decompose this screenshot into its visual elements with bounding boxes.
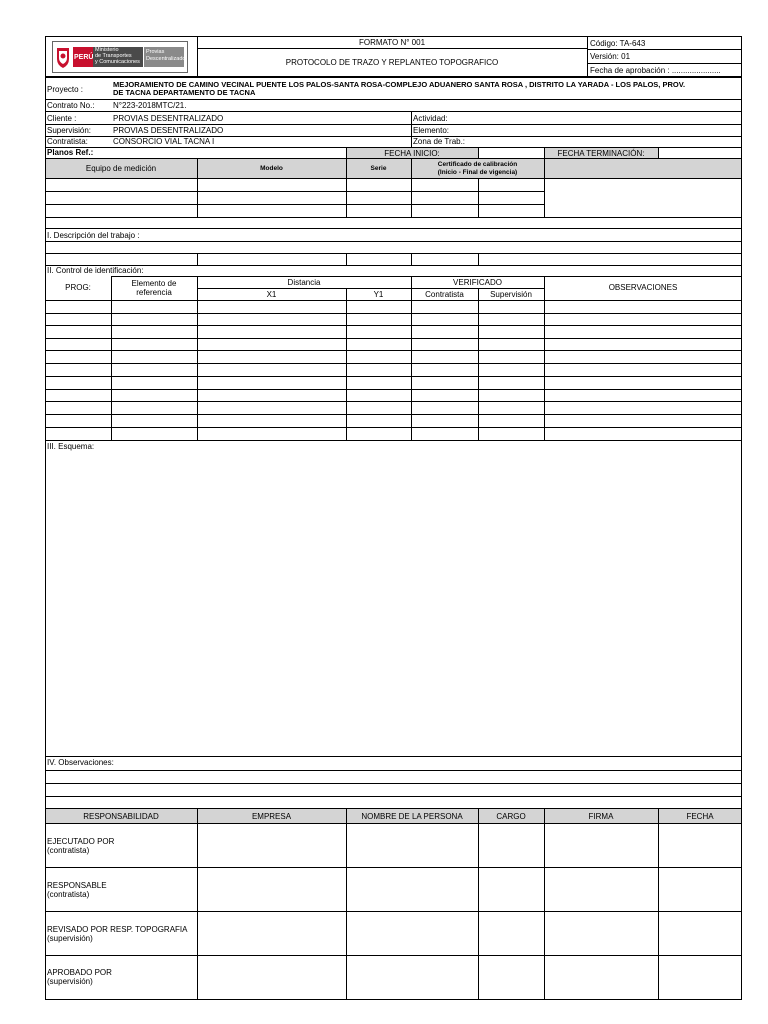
approval-date: Fecha de aprobación : ...................... [590,66,721,75]
observaciones-section-title: IV. Observaciones: [47,758,114,767]
provias-line-2: Descentralizado [146,56,186,62]
modelo-header: Modelo [260,165,283,172]
proyecto-line-2: DE TACNA DEPARTAMENTO DE TACNA [113,88,256,97]
proyecto-line-1: MEJORAMIENTO DE CAMINO VECINAL PUENTE LOS PALOS-SANTA ROSA-COMPLEJO ADUANERO SANTA ROSA , DISTRITO LA YARADA - LOS PALOS, PROV. [113,80,686,89]
actividad-label: Actividad: [413,114,448,123]
contratista-label: Contratista: [47,137,88,146]
esquema-area[interactable] [46,452,741,756]
cert-header-line-1: Certificado de calibración [437,161,518,168]
ministry-logo [52,41,188,73]
fecha-inicio-label: FECHA INICIO: [384,149,440,158]
elemento-label: Elemento: [413,126,450,135]
observaciones-header: OBSERVACIONES [608,283,678,292]
sig-header-fecha: FECHA [686,812,714,821]
x1-header: X1 [266,290,277,299]
sig-row-ejecutado-line-1: EJECUTADO POR [47,837,115,846]
y1-header: Y1 [373,290,384,299]
sig-row-revisado-line-2: (supervisión) [47,934,93,943]
ministry-line-3: y Comunicaciones [95,59,140,65]
cert-header-line-2: (Inicio - Final de vigencia) [437,169,518,176]
peru-logo-text: PERÚ [74,54,94,61]
supervision-header: Supervisión [490,290,532,299]
planos-label: Planos Ref.: [47,148,94,157]
document-version: Versión: 01 [590,52,631,61]
distancia-header: Distancia [287,278,321,287]
document-title: PROTOCOLO DE TRAZO Y REPLANTEO TOPOGRAFICO [285,58,499,67]
cliente-value: PROVIAS DESENTRALIZADO [113,114,224,123]
supervision-value: PROVIAS DESENTRALIZADO [113,126,224,135]
zona-label: Zona de Trab.: [413,137,466,146]
contrato-label: Contrato No.: [47,101,95,110]
sig-row-ejecutado-line-2: (contratista) [47,846,90,855]
contratista-header: Contratista [425,290,464,299]
sig-row-aprobado-line-1: APROBADO POR [47,968,112,977]
equipo-header: Equipo de medición [85,164,157,173]
contratista-value: CONSORCIO VIAL TACNA I [113,137,215,146]
prog-header: PROG: [65,283,91,292]
proyecto-label: Proyecto : [47,85,84,94]
descripcion-section-title: I. Descripción del trabajo : [47,231,140,240]
elemento-header-line-1: Elemento de [131,279,177,288]
formato-number: FORMATO N° 001 [358,38,426,47]
sig-header-responsabilidad: RESPONSABILIDAD [83,812,159,821]
ministry-line-2: de Transportes [95,53,132,59]
verificado-header: VERIFICADO [453,278,502,287]
contrato-value: N°223-2018MTC/21. [113,101,187,110]
sig-row-responsable-line-1: RESPONSABLE [47,881,107,890]
document-code: Código: TA-643 [590,39,646,48]
serie-header: Serie [370,165,387,172]
sig-header-firma: FIRMA [588,812,614,821]
sig-header-nombre: NOMBRE DE LA PERSONA [361,812,463,821]
elemento-header-line-2: referencia [136,288,172,297]
provias-line-1: Provias [146,49,165,55]
fecha-terminacion-label: FECHA TERMINACIÓN: [557,149,645,158]
control-section-title: II. Control de identificación: [47,266,144,275]
sig-row-aprobado-line-2: (supervisión) [47,977,93,986]
peru-shield-icon [55,45,71,69]
sig-row-revisado-line-1: REVISADO POR RESP. TOPOGRAFIA [47,925,188,934]
esquema-section-title: III. Esquema: [47,442,95,451]
cliente-label: Cliente : [47,114,77,123]
sig-row-responsable-line-2: (contratista) [47,890,90,899]
ministry-line-1: Ministerio [95,47,119,53]
supervision-label: Supervisión: [47,126,92,135]
sig-header-cargo: CARGO [496,812,526,821]
sig-header-empresa: EMPRESA [251,812,292,821]
